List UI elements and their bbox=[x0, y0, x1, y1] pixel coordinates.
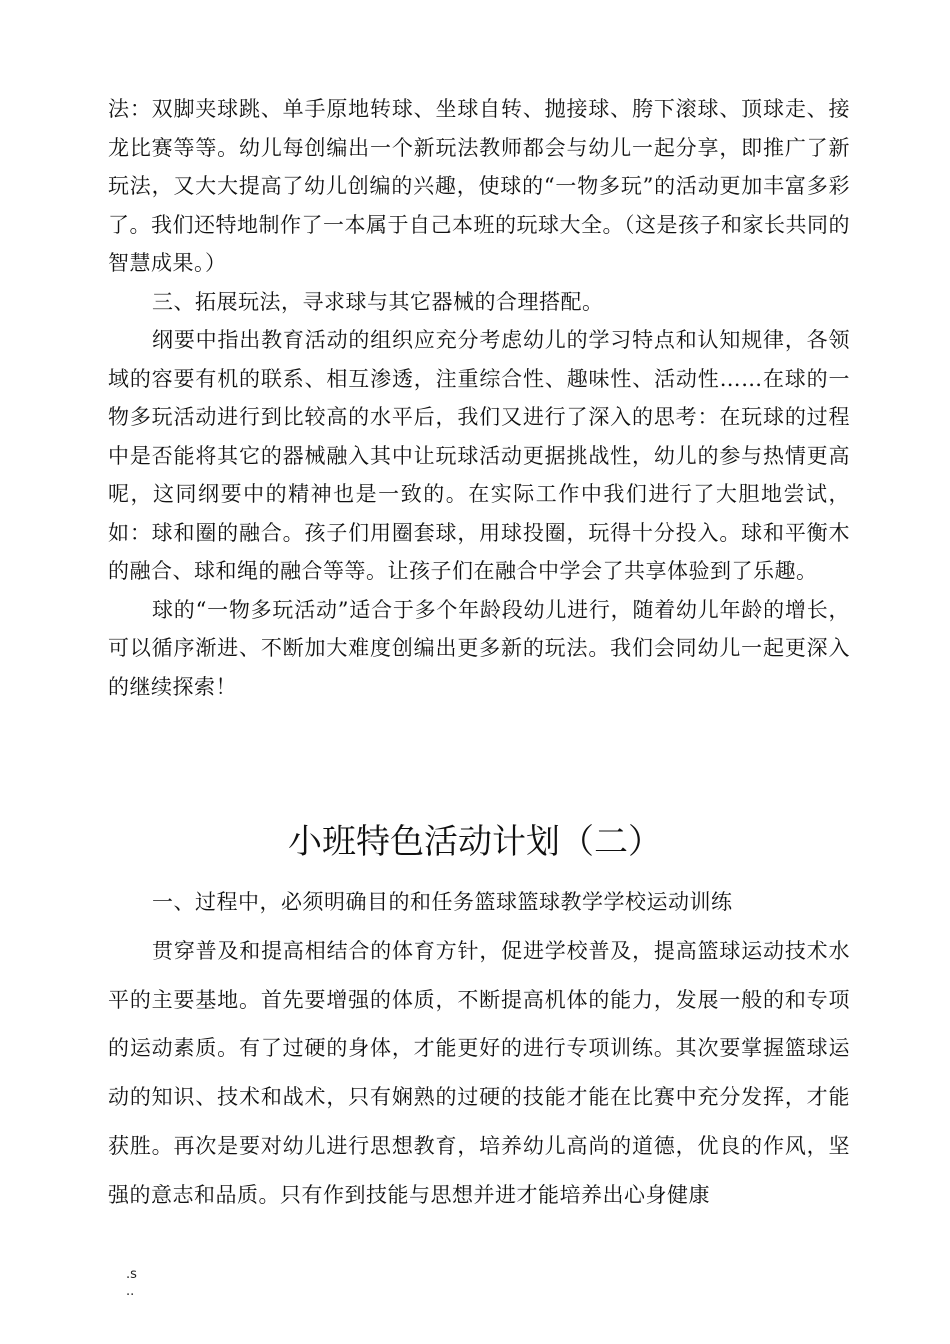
section-2-body bbox=[108, 878, 850, 1220]
paragraph-heading-three: 三、拓展玩法，寻求球与其它器械的合理搭配。 bbox=[152, 289, 604, 314]
paragraph-heading-one: 一、过程中，必须明确目的和任务篮球篮球教学学校运动训练 bbox=[152, 890, 733, 914]
paragraph-outline-guidance: 纲要中指出教育活动的组织应充分考虑幼儿的学习特点和认知规律，各领域的容要有机的联系、相互渗透，注重综合性、趣味性、活动性……在球的一物多玩活动进行到比较高的水平后，我们又进行了深入的思考：在玩球的过程中是否能将其它的器械融入其中让玩球活动更据挑战性，幼儿的参与热情更高呢，这同纲要中的精神也是一致的。在实际工作中我们进行了大胆地尝试，如：球和圈的融合。孩子们用圈套球，用球投圈，玩得十分投入。球和平衡木的融合、球和绳的融合等等。让孩子们在融合中学会了共享体验到了乐趣。 bbox=[108, 328, 850, 583]
page-footer-mark bbox=[126, 1266, 137, 1300]
footer-mark-line-2: .. bbox=[126, 1284, 135, 1299]
section-1-body bbox=[108, 90, 850, 706]
document-title: 小班特色活动计划（二） bbox=[288, 822, 662, 862]
paragraph-conclusion: 球的“一物多玩活动”适合于多个年龄段幼儿进行，随着幼儿年龄的增长，可以循序渐进、不断加大难度创编出更多新的玩法。我们会同幼儿一起更深入的继续探索！ bbox=[108, 597, 850, 699]
paragraph-basketball-training: 贯穿普及和提高相结合的体育方针，促进学校普及，提高篮球运动技术水平的主要基地。首先要增强的体质，不断提高机体的能力，发展一般的和专项的运动素质。有了过硬的身体，才能更好的进行专项训练。其次要掌握篮球运动的知识、技术和战术，只有娴熟的过硬的技能才能在比赛中充分发挥，才能获胜。再次是要对幼儿进行思想教育，培养幼儿高尚的道德，优良的作风，坚强的意志和品质。只有作到技能与思想并进才能培养出心身健康 bbox=[108, 938, 850, 1207]
paragraph-continuation: 法：双脚夹球跳、单手原地转球、坐球自转、抛接球、胯下滚球、顶球走、接龙比赛等等。幼儿每创编出一个新玩法教师都会与幼儿一起分享，即推广了新玩法，又大大提高了幼儿创编的兴趣，使球的“一物多玩”的活动更加丰富多彩了。我们还特地制作了一本属于自己本班的玩球大全。（这是孩子和家长共同的智慧成果。） bbox=[108, 97, 850, 275]
footer-mark-line-1: .s bbox=[126, 1267, 137, 1282]
